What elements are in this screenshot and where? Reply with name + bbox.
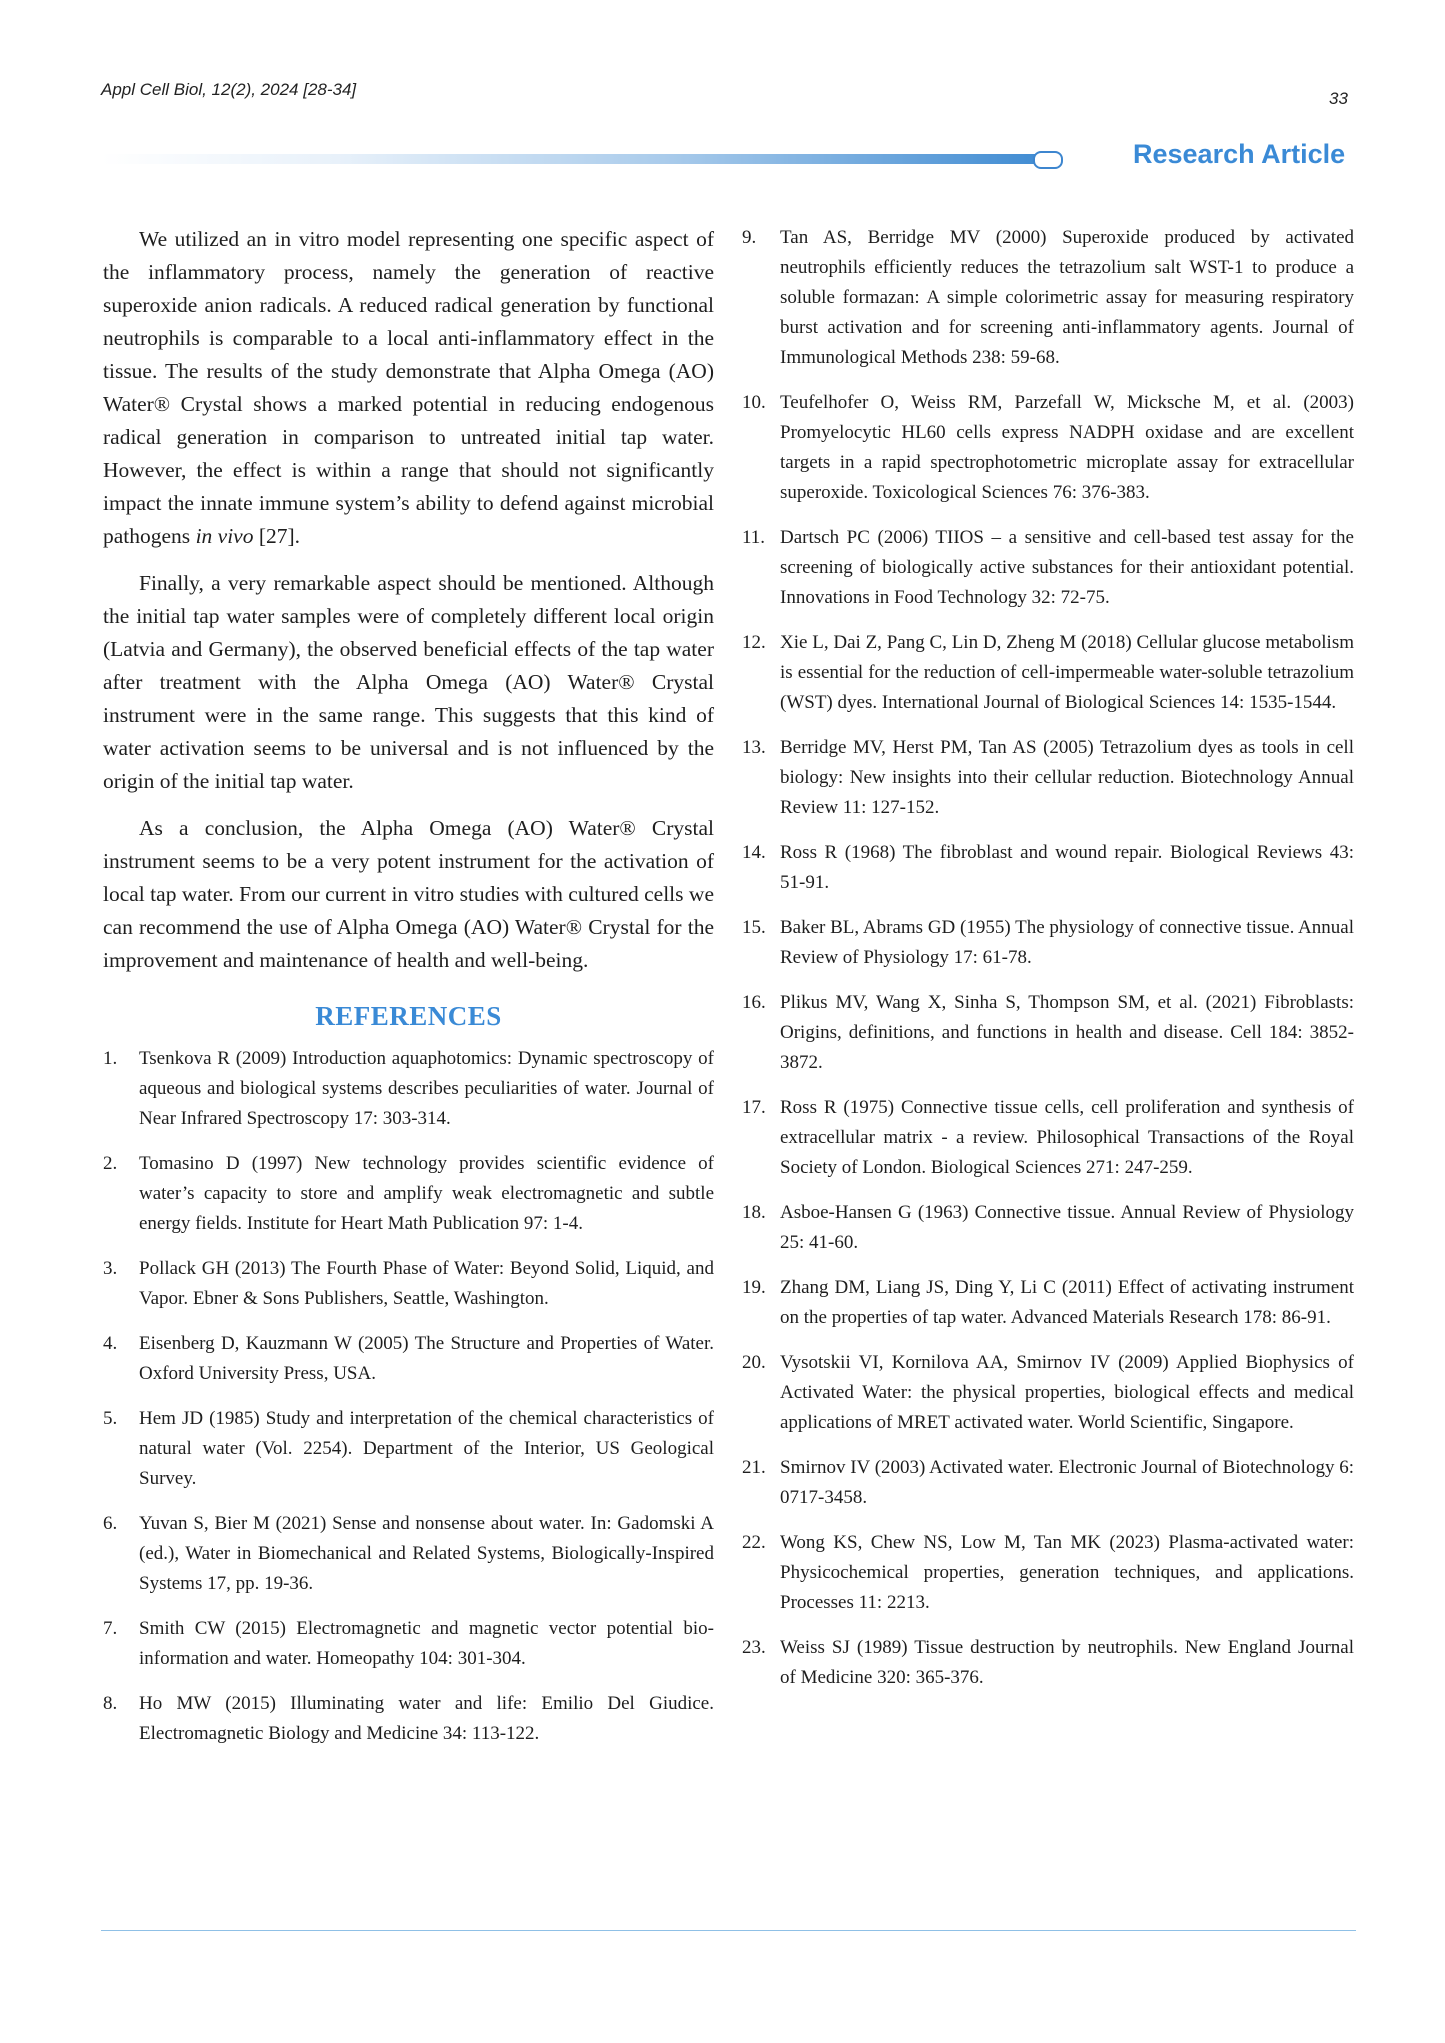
reference-number: 17. [742,1097,766,1118]
reference-item [742,1198,1354,1258]
reference-number: 3. [103,1258,118,1279]
reference-item [742,1453,1354,1513]
reference-number: 14. [742,842,766,863]
reference-text: Tsenkova R (2009) Introduction aquaphotomics: Dynamic spectroscopy of aqueous and biological systems describes peculiarities of water. Journal of Near Infrared Spectroscopy 17: 303-314. [139,1048,714,1129]
reference-item [103,1044,714,1134]
reference-list-left [103,1044,714,1749]
reference-number: 21. [742,1457,766,1478]
reference-item [742,523,1354,613]
reference-text: Eisenberg D, Kauzmann W (2005) The Structure and Properties of Water. Oxford University Press, USA. [139,1333,714,1384]
header-banner [101,151,1063,167]
reference-item [742,913,1354,973]
reference-text: Tomasino D (1997) New technology provides scientific evidence of water’s capacity to store and amplify weak electromagnetic and subtle energy fields. Institute for Heart Math Publication 97: 1-4. [139,1153,714,1234]
reference-item [103,1149,714,1239]
reference-number: 7. [103,1618,118,1639]
reference-item [103,1404,714,1494]
reference-item [742,838,1354,898]
reference-text: Ross R (1968) The fibroblast and wound repair. Biological Reviews 43: 51-91. [780,842,1354,893]
reference-text: Smith CW (2015) Electromagnetic and magnetic vector potential bio-information and water. Homeopathy 104: 301-304. [139,1618,714,1669]
reference-item [742,1093,1354,1183]
reference-item [742,988,1354,1078]
body-paragraph: Finally, a very remarkable aspect should be mentioned. Although the initial tap water samples were of completely different local origin (Latvia and Germany), the observed beneficial effects of the tap water after treatment with the Alpha Omega (AO) Water® Crystal instrument were in the same range. This suggests that this kind of water activation seems to be universal and is not influenced by the origin of the initial tap water. [103,571,714,793]
reference-text: Hem JD (1985) Study and interpretation of the chemical characteristics of natural water (Vol. 2254). Department of the Interior, US Geological Survey. [139,1408,714,1489]
reference-number: 22. [742,1532,766,1553]
journal-citation: Appl Cell Biol, 12(2), 2024 [28-34] [101,80,357,99]
reference-item [742,1273,1354,1333]
reference-number: 5. [103,1408,118,1429]
reference-item [103,1689,714,1749]
banner-gradient-bar [101,154,1046,164]
banner-oval-icon [1033,151,1063,169]
reference-item [742,223,1354,373]
reference-text: Wong KS, Chew NS, Low M, Tan MK (2023) Plasma-activated water: Physicochemical properties, generation techniques, and applications. Processes 11: 2213. [780,1532,1354,1613]
reference-item [742,1348,1354,1438]
reference-text: Asboe-Hansen G (1963) Connective tissue. Annual Review of Physiology 25: 41-60. [780,1202,1354,1253]
citation-marker: [27]. [258,524,301,548]
reference-number: 16. [742,992,766,1013]
reference-number: 18. [742,1202,766,1223]
page-number: 33 [1329,89,1348,108]
reference-text: Berridge MV, Herst PM, Tan AS (2005) Tetrazolium dyes as tools in cell biology: New insights into their cellular reduction. Biotechnology Annual Review 11: 127-152. [780,737,1354,818]
reference-text: Plikus MV, Wang X, Sinha S, Thompson SM, et al. (2021) Fibroblasts: Origins, definitions, and functions in health and disease. Cell 184: 3852-3872. [780,992,1354,1073]
reference-text: Xie L, Dai Z, Pang C, Lin D, Zheng M (2018) Cellular glucose metabolism is essential for the reduction of cell-impermeable water-soluble tetrazolium (WST) dyes. International Journal of Biological Sciences 14: 1535-1544. [780,632,1354,713]
reference-item [742,733,1354,823]
reference-number: 13. [742,737,766,758]
reference-number: 1. [103,1048,118,1069]
reference-item [103,1254,714,1314]
reference-item [742,388,1354,508]
references-heading: REFERENCES [315,1001,502,1031]
reference-number: 4. [103,1333,118,1354]
reference-text: Pollack GH (2013) The Fourth Phase of Water: Beyond Solid, Liquid, and Vapor. Ebner & Sons Publishers, Seattle, Washington. [139,1258,714,1309]
right-column [742,223,1354,1708]
reference-number: 8. [103,1693,118,1714]
reference-number: 19. [742,1277,766,1298]
reference-number: 10. [742,392,766,413]
reference-text: Teufelhofer O, Weiss RM, Parzefall W, Micksche M, et al. (2003) Promyelocytic HL60 cells express NADPH oxidase and are excellent targets in a rapid spectrophotometric microplate assay for extracellular superoxide. Toxicological Sciences 76: 376-383. [780,392,1354,503]
reference-text: Ho MW (2015) Illuminating water and life: Emilio Del Giudice. Electromagnetic Biology and Medicine 34: 113-122. [139,1693,714,1744]
italic-term: in vivo [195,524,254,548]
reference-number: 15. [742,917,766,938]
reference-text: Smirnov IV (2003) Activated water. Electronic Journal of Biotechnology 6: 0717-3458. [780,1457,1354,1508]
reference-text: Ross R (1975) Connective tissue cells, cell proliferation and synthesis of extracellular matrix - a review. Philosophical Transactions of the Royal Society of London. Biological Sciences 271: 247-259. [780,1097,1354,1178]
reference-number: 6. [103,1513,118,1534]
body-paragraph [103,223,714,553]
reference-item [742,1528,1354,1618]
reference-number: 11. [742,527,766,548]
body-paragraph: As a conclusion, the Alpha Omega (AO) Water® Crystal instrument seems to be a very potent instrument for the activation of local tap water. From our current in vitro studies with cultured cells we can recommend the use of Alpha Omega (AO) Water® Crystal for the improvement and maintenance of health and well-being. [103,816,714,972]
footer-rule [101,1930,1356,1931]
reference-text: Baker BL, Abrams GD (1955) The physiology of connective tissue. Annual Review of Physiology 17: 61-78. [780,917,1354,968]
reference-text: Tan AS, Berridge MV (2000) Superoxide produced by activated neutrophils efficiently reduces the tetrazolium salt WST-1 to produce a soluble formazan: A simple colorimetric assay for measuring respiratory burst activation and for screening anti-inflammatory agents. Journal of Immunological Methods 238: 59-68. [780,227,1354,368]
left-column [103,223,714,1764]
article-type-label: Research Article [1133,139,1346,169]
reference-list-right [742,223,1354,1693]
reference-number: 23. [742,1637,766,1658]
reference-number: 20. [742,1352,766,1373]
reference-number: 2. [103,1153,118,1174]
reference-text: Weiss SJ (1989) Tissue destruction by neutrophils. New England Journal of Medicine 320: 365-376. [780,1637,1354,1688]
reference-text: Dartsch PC (2006) TIIOS – a sensitive and cell-based test assay for the screening of biologically active substances for their antioxidant potential. Innovations in Food Technology 32: 72-75. [780,527,1354,608]
reference-number: 9. [742,227,757,248]
paragraph-text: We utilized an in vitro model representing one specific aspect of the inflammatory process, namely the generation of reactive superoxide anion radicals. A reduced radical generation by functional neutrophils is comparable to a local anti-inflammatory effect in the tissue. The results of the study demonstrate that Alpha Omega (AO) Water® Crystal shows a marked potential in reducing endogenous radical generation in comparison to untreated initial tap water. However, the effect is within a range that should not significantly impact the innate immune system’s ability to defend against microbial pathogens [103,227,714,548]
reference-item [103,1614,714,1674]
reference-item [742,1633,1354,1693]
reference-item [103,1509,714,1599]
reference-text: Yuvan S, Bier M (2021) Sense and nonsense about water. In: Gadomski A (ed.), Water in Biomechanical and Related Systems, Biologically-Inspired Systems 17, pp. 19-36. [139,1513,714,1594]
reference-number: 12. [742,632,766,653]
reference-text: Vysotskii VI, Kornilova AA, Smirnov IV (2009) Applied Biophysics of Activated Water: the physical properties, biological effects and medical applications of MRET activated water. World Scientific, Singapore. [780,1352,1354,1433]
reference-item [103,1329,714,1389]
reference-text: Zhang DM, Liang JS, Ding Y, Li C (2011) Effect of activating instrument on the properties of tap water. Advanced Materials Research 178: 86-91. [780,1277,1354,1328]
reference-item [742,628,1354,718]
